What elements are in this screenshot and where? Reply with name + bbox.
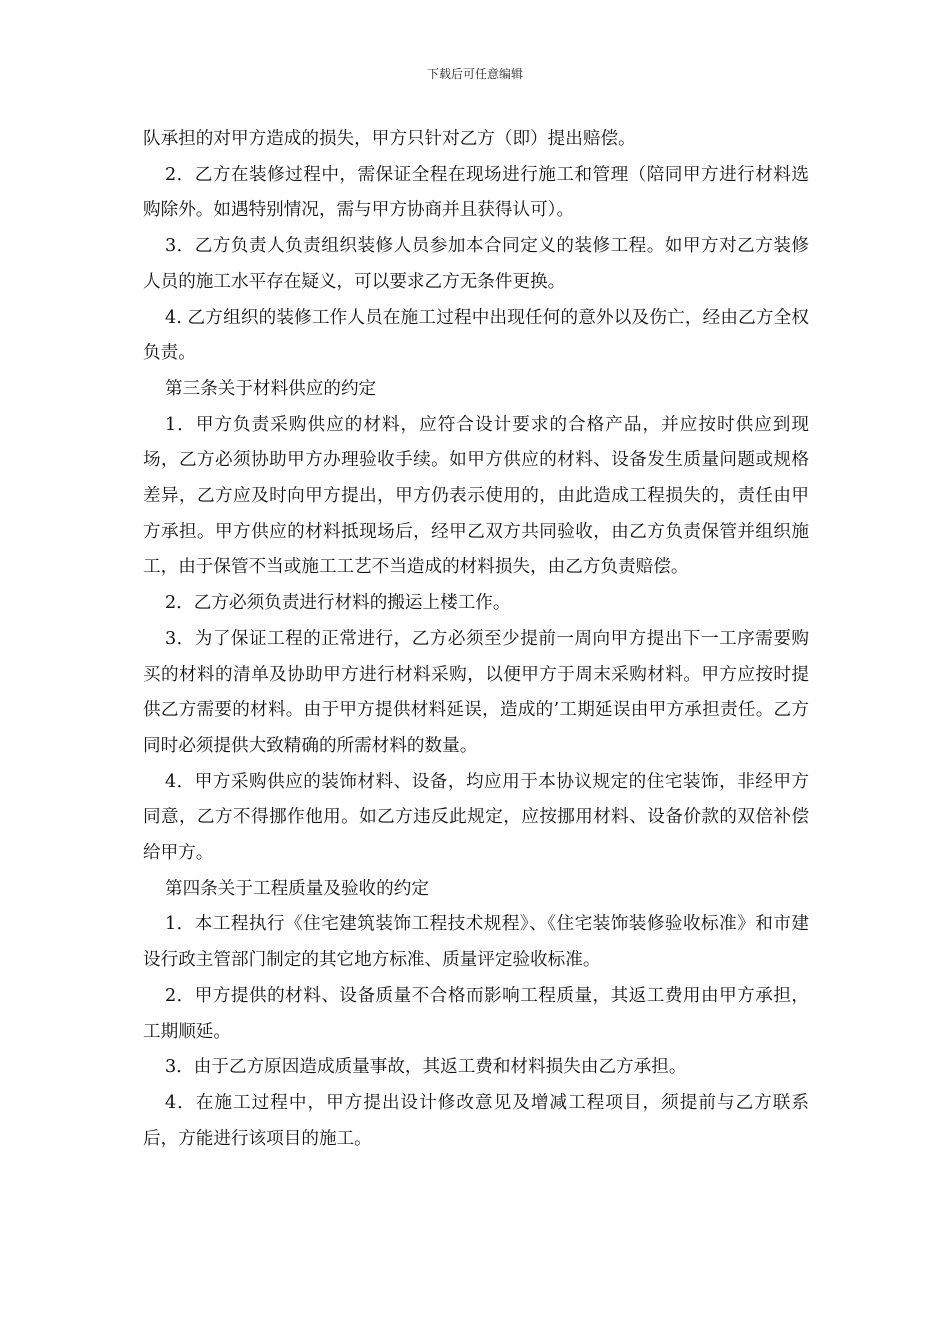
section-heading-article-3: 第三条关于材料供应的约定 — [165, 378, 377, 399]
paragraph-clause-2-2: 2．乙方在装修过程中，需保证全程在现场进行施工和管理（陪同甲方进行材料选购除外。如遇特别情况，需与甲方协商并且获得认可）。 — [143, 164, 809, 221]
paragraph-clause-3-3: 3．为了保证工程的正常进行，乙方必须至少提前一周向甲方提出下一工序需要购买的材料的清单及协助甲方进行材料采购，以便甲方于周末采购材料。甲方应按时提供乙方需要的材料。由于甲方提供材料延误，造成的’工期延误由甲方承担责任。乙方同时必须提供大致精确的所需材料的数量。 — [143, 628, 809, 756]
page-header-note: 下载后可任意编辑 — [426, 67, 523, 81]
paragraph-clause-4-1: 1．本工程执行《住宅建筑装饰工程技术规程》、《住宅装饰装修验收标准》和市建设行政主管部门制定的其它地方标准、质量评定验收标准。 — [143, 914, 809, 971]
paragraph-clause-3-2: 2．乙方必须负责进行材料的搬运上楼工作。 — [165, 593, 511, 614]
paragraph-clause-4-3: 3．由于乙方原因造成质量事故，其返工费和材料损失由乙方承担。 — [165, 1057, 687, 1078]
paragraph-clause-2-3: 3．乙方负责人负责组织装修人员参加本合同定义的装修工程。如甲方对乙方装修人员的施工水平存在疑义，可以要求乙方无条件更换。 — [143, 236, 809, 292]
paragraph-clause-4-2: 2．甲方提供的材料、设备质量不合格而影响工程质量，其返工费用由甲方承担，工期顺延。 — [143, 985, 809, 1042]
paragraph-clause-3-4: 4．甲方采购供应的装饰材料、设备，均应用于本协议规定的住宅装饰，非经甲方同意，乙方不得挪作他用。如乙方违反此规定，应按挪用材料、设备价款的双倍补偿给甲方。 — [143, 771, 809, 864]
paragraph-clause-2-4: 4. 乙方组织的装修工作人员在施工过程中出现任何的意外以及伤亡，经由乙方全权负责。 — [143, 307, 809, 364]
paragraph-clause-3-1: 1．甲方负责采购供应的材料，应符合设计要求的合格产品，并应按时供应到现场，乙方必须协助甲方办理验收手续。如甲方供应的材料、设备发生质量问题或规格差异，乙方应及时向甲方提出，甲方仍表示使用的，由此造成工程损失的，责任由甲方承担。甲方供应的材料抵现场后，经甲乙双方共同验收，由乙方负责保管并组织施工，由于保管不当或施工工艺不当造成的材料损失，由乙方负责赔偿。 — [143, 414, 809, 578]
document-body — [143, 122, 809, 1157]
section-heading-article-4: 第四条关于工程质量及验收的约定 — [165, 878, 429, 899]
paragraph-continuation: 队承担的对甲方造成的损失，甲方只针对乙方（即）提出赔偿。 — [143, 129, 636, 149]
paragraph-clause-4-4: 4．在施工过程中，甲方提出设计修改意见及增减工程项目，须提前与乙方联系后，方能进行该项目的施工。 — [143, 1092, 809, 1149]
